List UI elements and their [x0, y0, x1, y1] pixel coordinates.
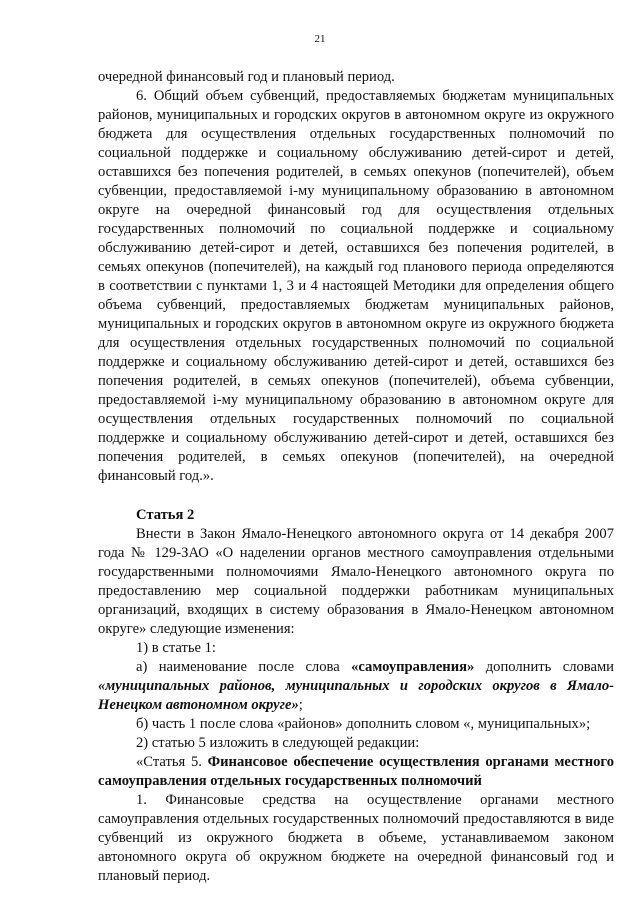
document-body [98, 68, 614, 886]
item-a-bold-insert: «муниципальных районов, муниципальных и городских округов в Ямало-Ненецком автономном округе» [98, 678, 614, 713]
item-a-text-1: а) наименование после слова [136, 659, 352, 675]
paragraph-amendment-intro: Внести в Закон Ямало-Ненецкого автономного округа от 14 декабря 2007 года № 129-ЗАО «О наделении органов местного самоуправления отдельными государственными полномочиями Ямало-Ненецкого автономного округа по предоставлению мер социальной поддержки работникам муниципальных организаций, входящих в систему образования в Ямало-Ненецком автономном округе» следующие изменения: [98, 526, 614, 637]
item-a-text-2: дополнить словами [474, 659, 614, 675]
article-5-part-1: 1. Финансовые средства на осуществление органами местного самоуправления отдельных государственных полномочий предоставляются в виде субвенций из окружного бюджета в объеме, устанавливаемом законом автономного округа об окружном бюджете на очередной финансовый год и плановый период. [98, 792, 614, 884]
article-5-title-bold: Финансовое обеспечение осуществления органами местного самоуправления отдельных государственных полномочий [98, 754, 614, 789]
paragraph-item-b: б) часть 1 после слова «районов» дополнить словом «, муниципальных»; [136, 716, 591, 732]
paragraph-continuation: очередной финансовый год и плановый период. [98, 69, 395, 85]
item-a-bold-word: «самоуправления» [351, 659, 475, 675]
page-number: 21 [314, 33, 326, 45]
article-5-label: «Статья 5. [136, 754, 208, 770]
paragraph-item-a [98, 658, 614, 715]
article-5-title [98, 753, 614, 791]
paragraph-item-2: 2) статью 5 изложить в следующей редакции: [136, 735, 420, 751]
paragraph-item-6: 6. Общий объем субвенций, предоставляемых бюджетам муниципальных районов, муниципальных и городских округов в автономном округе из окружного бюджета для осуществления отдельных государственных полномочий по социальной поддержке и социальному обслуживанию детей-сирот и детей, оставшихся без попечения родителей, в семьях опекунов (попечителей), объем субвенции, предоставляемой i-му муниципальному образованию в автономном округе на очередной финансовый год для осуществления отдельных государственных полномочий по социальной поддержке и социальному обслуживанию детей-сирот и детей, оставшихся без попечения родителей, в семьях опекунов (попечителей), на каждый год планового периода определяются в соответствии с пунктами 1, 3 и 4 настоящей Методики для определения общего объема субвенций, предоставляемых бюджетам муниципальных районов, муниципальных и городских округов в автономном округе из окружного бюджета для осуществления отдельных государственных полномочий по социальной поддержке и социальному обслуживанию детей-сирот и детей, оставшихся без попечения родителей, в семьях опекунов (попечителей), объема субвенции, предоставляемой i-му муниципальному образованию в автономном округе для осуществления отдельных государственных полномочий по социальной поддержке и социальному обслуживанию детей-сирот и детей, оставшихся без попечения родителей, в семьях опекунов (попечителей), на очередной финансовый год.». [98, 88, 614, 484]
paragraph-item-1: 1) в статье 1: [136, 640, 216, 656]
article-2-heading: Статья 2 [136, 507, 195, 523]
item-a-text-3: ; [298, 697, 303, 713]
